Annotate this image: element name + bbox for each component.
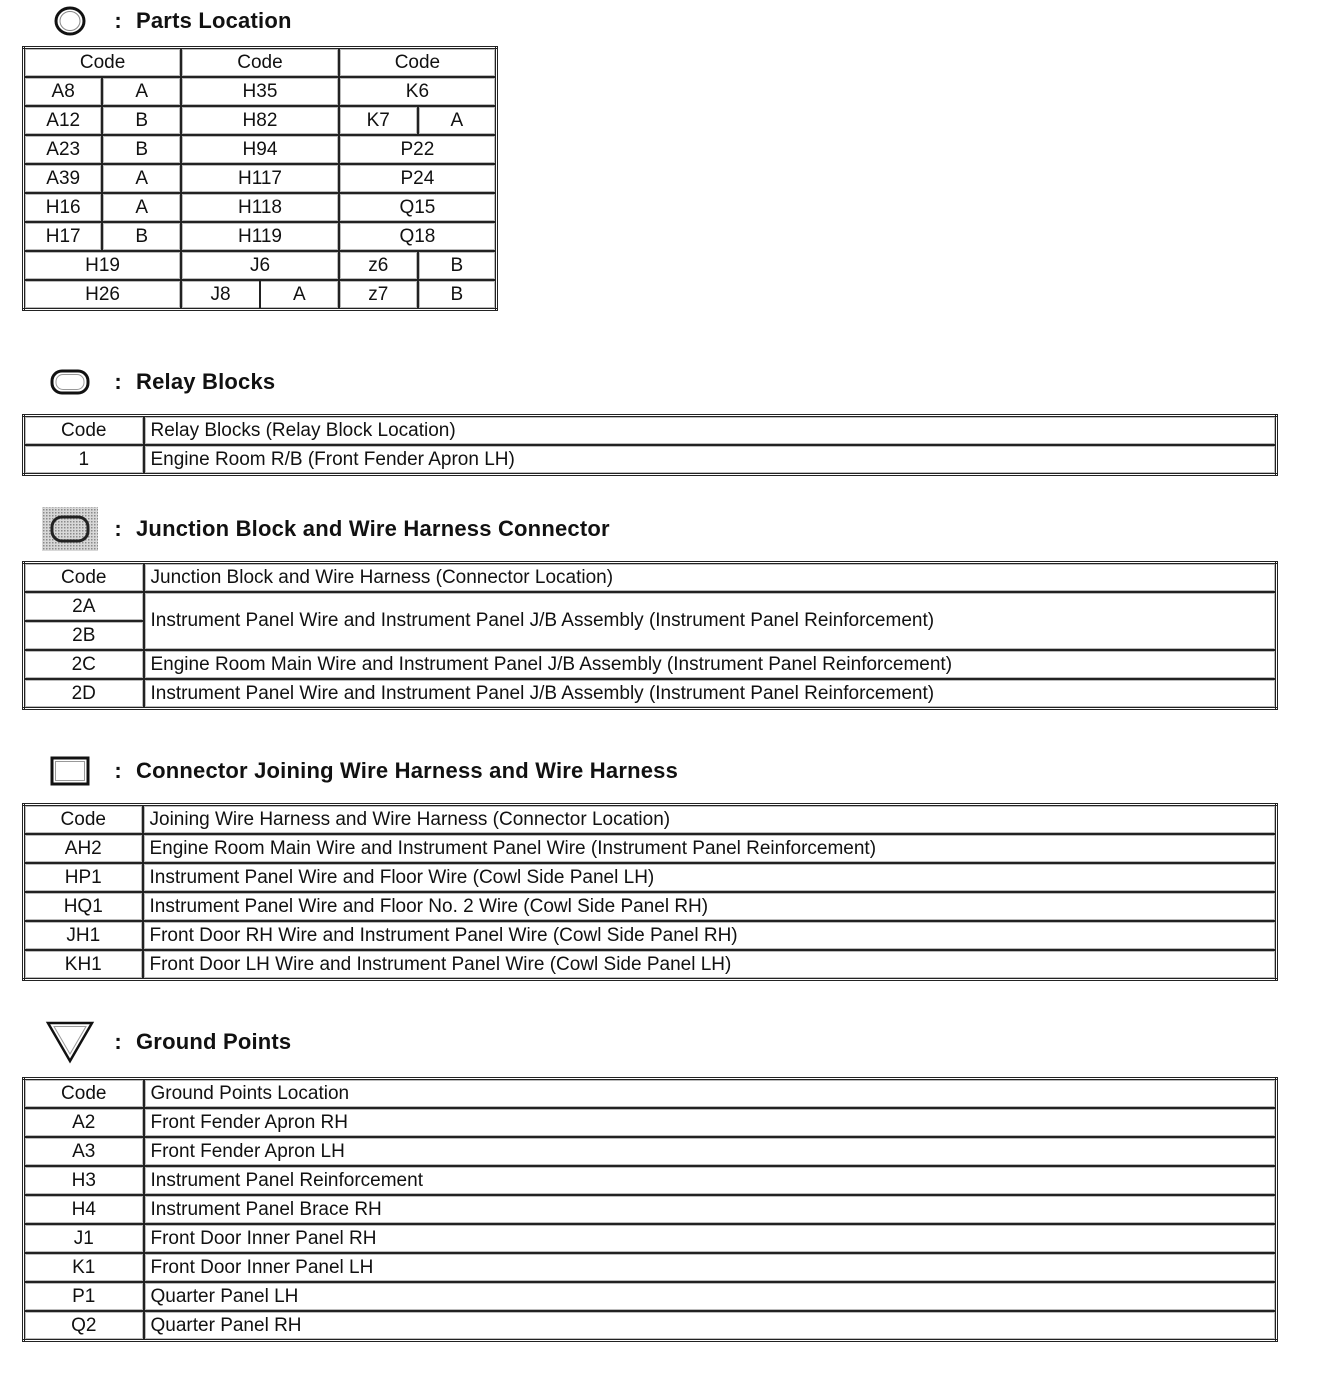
code-cell: K1	[24, 1253, 144, 1282]
table-row	[24, 1195, 1277, 1224]
variant-cell: A	[102, 193, 181, 222]
description-cell: Front Fender Apron LH	[144, 1137, 1277, 1166]
table-row	[24, 445, 1277, 475]
code-cell: H19	[24, 251, 182, 280]
code-cell: KH1	[24, 950, 143, 980]
code-cell: JH1	[24, 921, 143, 950]
description-cell: Quarter Panel LH	[144, 1282, 1277, 1311]
shaded-rounded-rect-icon	[40, 511, 100, 547]
variant-cell: A	[293, 283, 306, 305]
header-cell: Code	[24, 48, 182, 78]
description-header: Relay Blocks (Relay Block Location)	[144, 416, 1277, 446]
variant-cell: A	[418, 106, 497, 135]
section-title: Parts Location	[136, 8, 292, 33]
description-cell: Instrument Panel Wire and Floor No. 2 Wire (Cowl Side Panel RH)	[143, 892, 1277, 921]
code-cell: P1	[24, 1282, 144, 1311]
header-cell: Code	[339, 48, 497, 78]
code-header: Code	[24, 1079, 144, 1109]
header-cell: Code	[181, 48, 339, 78]
description-cell: Front Fender Apron RH	[144, 1108, 1277, 1137]
table-row	[24, 1137, 1277, 1166]
description-cell: Instrument Panel Reinforcement	[144, 1166, 1277, 1195]
table-row	[24, 135, 497, 164]
split-cell	[181, 280, 339, 310]
table-row	[24, 1253, 1277, 1282]
description-cell: Quarter Panel RH	[144, 1311, 1277, 1341]
table-row	[24, 251, 497, 280]
table-row	[24, 1166, 1277, 1195]
code-cell: 2D	[24, 679, 144, 709]
table-row	[24, 592, 1277, 621]
table-row	[24, 280, 497, 310]
code-cell: P24	[339, 164, 497, 193]
parts-location-heading	[40, 3, 292, 39]
variant-cell: B	[102, 106, 181, 135]
code-cell: Q18	[339, 222, 497, 251]
table-header-row	[24, 805, 1277, 835]
heading-colon: :	[114, 516, 122, 541]
heading-colon: :	[114, 758, 122, 783]
table-row	[24, 892, 1277, 921]
code-cell: z7	[339, 280, 418, 310]
variant-cell: A	[102, 77, 181, 106]
code-cell: H17	[24, 222, 103, 251]
heading-colon: :	[114, 369, 122, 394]
code-cell: Q2	[24, 1311, 144, 1341]
code-cell: J1	[24, 1224, 144, 1253]
code-cell: HP1	[24, 863, 143, 892]
code-cell: H35	[181, 77, 339, 106]
table-row	[24, 106, 497, 135]
description-cell: Engine Room Main Wire and Instrument Panel Wire (Instrument Panel Reinforcement)	[143, 834, 1277, 863]
rounded-rect-icon	[40, 364, 100, 400]
table-row	[24, 222, 497, 251]
code-header: Code	[24, 563, 144, 593]
table-row	[24, 863, 1277, 892]
description-header: Junction Block and Wire Harness (Connector Location)	[144, 563, 1277, 593]
connector-joining-heading	[40, 753, 678, 789]
code-cell: 2B	[24, 621, 144, 650]
table-row	[24, 164, 497, 193]
table-row	[24, 834, 1277, 863]
code-cell: K6	[339, 77, 497, 106]
section-title: Junction Block and Wire Harness Connector	[136, 516, 610, 541]
section-title: Connector Joining Wire Harness and Wire Harness	[136, 758, 679, 783]
table-row	[24, 1282, 1277, 1311]
junction-block-table	[22, 561, 1278, 710]
code-cell: 1	[24, 445, 144, 475]
variant-cell: B	[418, 280, 497, 310]
code-cell: H16	[24, 193, 103, 222]
code-cell: Q15	[339, 193, 497, 222]
code-cell: P22	[339, 135, 497, 164]
description-cell: Instrument Panel Wire and Floor Wire (Cowl Side Panel LH)	[143, 863, 1277, 892]
relay-blocks-heading	[40, 364, 275, 400]
table-row	[24, 77, 497, 106]
description-cell: Instrument Panel Wire and Instrument Panel J/B Assembly (Instrument Panel Reinforcement)	[144, 592, 1277, 650]
circle-icon	[40, 3, 100, 39]
description-header: Joining Wire Harness and Wire Harness (Connector Location)	[143, 805, 1277, 835]
code-cell: A2	[24, 1108, 144, 1137]
code-cell: J6	[181, 251, 339, 280]
description-cell: Instrument Panel Brace RH	[144, 1195, 1277, 1224]
table-row	[24, 1108, 1277, 1137]
description-cell: Front Door Inner Panel LH	[144, 1253, 1277, 1282]
table-row	[24, 1224, 1277, 1253]
code-cell: A39	[24, 164, 103, 193]
description-cell: Instrument Panel Wire and Instrument Panel J/B Assembly (Instrument Panel Reinforcement)	[144, 679, 1277, 709]
code-cell: H26	[24, 280, 182, 310]
code-cell: H3	[24, 1166, 144, 1195]
table-row	[24, 679, 1277, 709]
table-row	[24, 650, 1277, 679]
code-cell: K7	[339, 106, 418, 135]
junction-block-heading	[40, 511, 610, 547]
square-icon	[40, 753, 100, 789]
code-cell: J8	[182, 281, 261, 308]
table-row	[24, 1311, 1277, 1341]
code-header: Code	[24, 416, 144, 446]
parts-location-table	[22, 46, 498, 311]
code-cell: A23	[24, 135, 103, 164]
connector-joining-table	[22, 803, 1278, 981]
heading-colon: :	[114, 1029, 122, 1054]
code-cell: H119	[181, 222, 339, 251]
table-header-row	[24, 563, 1277, 593]
code-cell: A12	[24, 106, 103, 135]
code-cell: z6	[339, 251, 418, 280]
table-header-row	[24, 1079, 1277, 1109]
code-cell: AH2	[24, 834, 143, 863]
code-cell: H117	[181, 164, 339, 193]
code-cell: A8	[24, 77, 103, 106]
variant-cell: B	[418, 251, 497, 280]
description-header: Ground Points Location	[144, 1079, 1277, 1109]
table-row	[24, 193, 497, 222]
description-cell: Engine Room Main Wire and Instrument Panel J/B Assembly (Instrument Panel Reinforcement)	[144, 650, 1277, 679]
heading-colon: :	[114, 8, 122, 33]
section-title: Ground Points	[136, 1029, 292, 1054]
code-cell: H118	[181, 193, 339, 222]
table-row	[24, 950, 1277, 980]
code-cell: 2C	[24, 650, 144, 679]
description-cell: Engine Room R/B (Front Fender Apron LH)	[144, 445, 1277, 475]
relay-blocks-table	[22, 414, 1278, 476]
code-cell: 2A	[24, 592, 144, 621]
variant-cell: A	[102, 164, 181, 193]
ground-points-heading	[40, 1024, 291, 1060]
table-header-row	[24, 416, 1277, 446]
description-cell: Front Door RH Wire and Instrument Panel Wire (Cowl Side Panel RH)	[143, 921, 1277, 950]
variant-cell: B	[102, 135, 181, 164]
code-cell: H94	[181, 135, 339, 164]
code-cell: A3	[24, 1137, 144, 1166]
table-header-row	[24, 48, 497, 78]
variant-cell: B	[102, 222, 181, 251]
code-cell: HQ1	[24, 892, 143, 921]
code-cell: H4	[24, 1195, 144, 1224]
description-cell: Front Door Inner Panel RH	[144, 1224, 1277, 1253]
description-cell: Front Door LH Wire and Instrument Panel Wire (Cowl Side Panel LH)	[143, 950, 1277, 980]
code-header: Code	[24, 805, 143, 835]
ground-points-table	[22, 1077, 1278, 1342]
triangle-down-icon	[40, 1024, 100, 1060]
section-title: Relay Blocks	[136, 369, 276, 394]
table-row	[24, 921, 1277, 950]
code-cell: H82	[181, 106, 339, 135]
